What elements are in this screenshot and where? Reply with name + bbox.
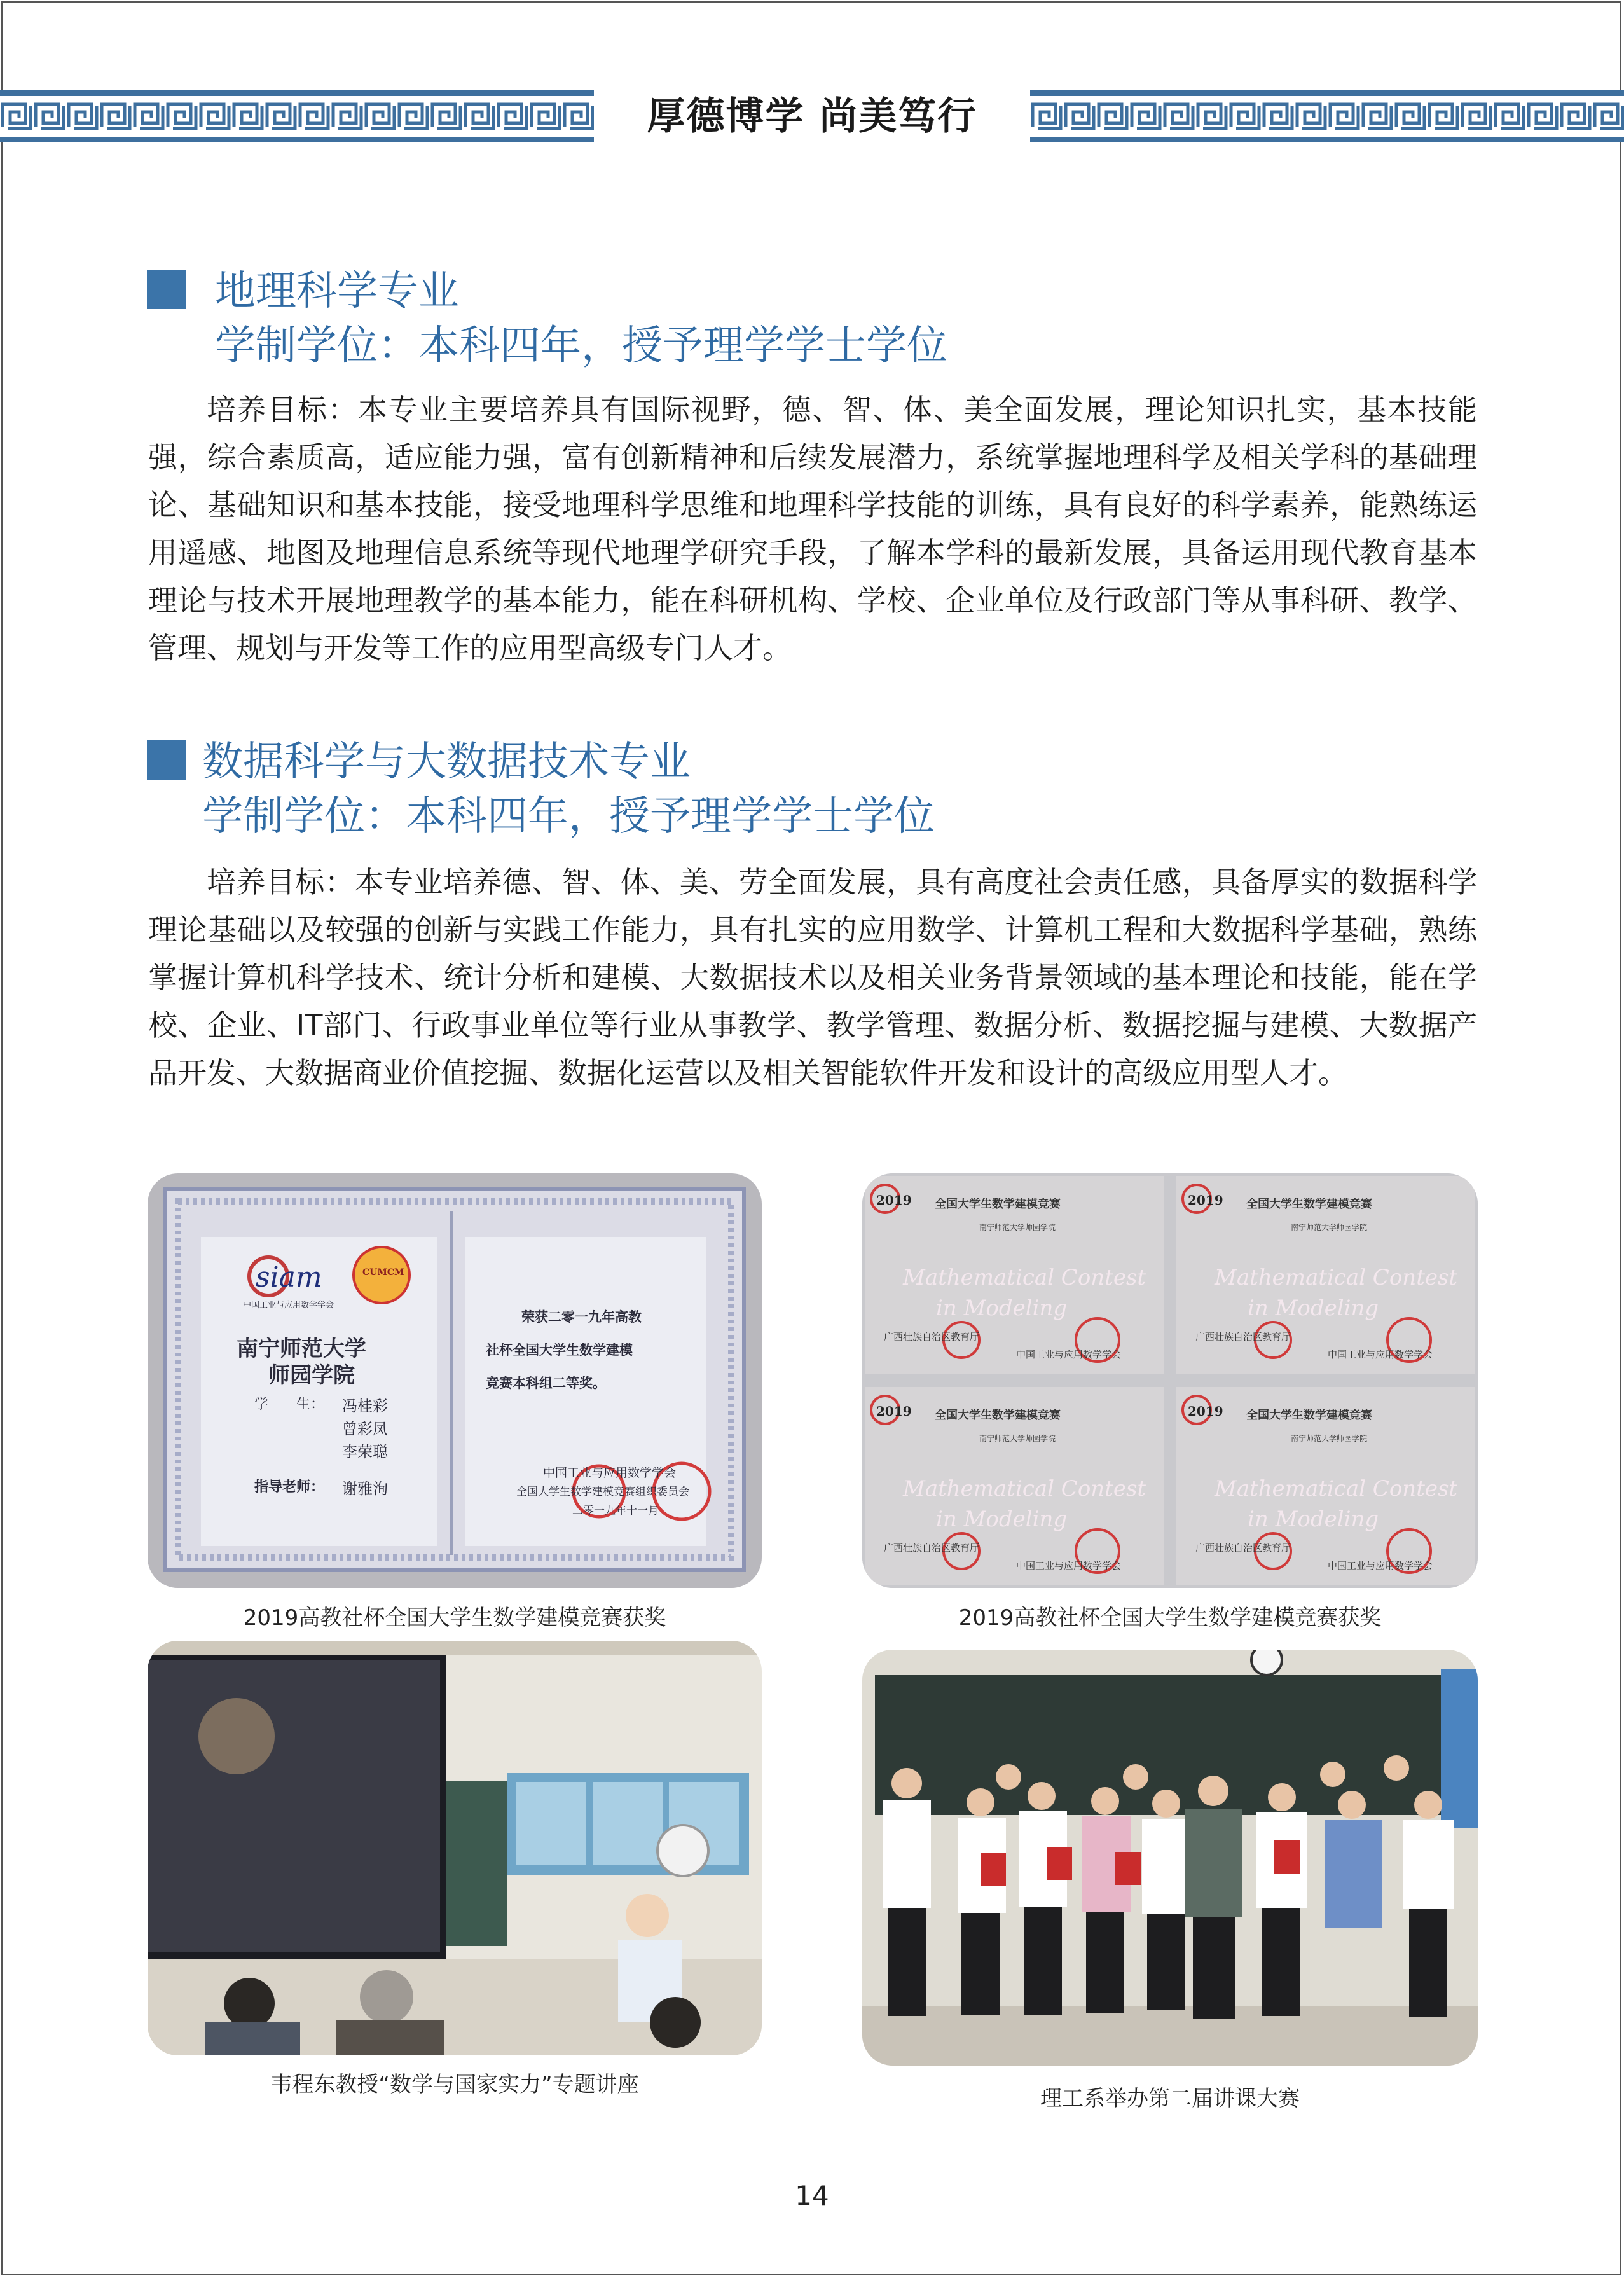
mini-cert-issuer: 中国工业与应用数学学会 — [1016, 1560, 1122, 1571]
certificate-student-label: 学 生： — [254, 1397, 325, 1412]
mini-cert-issuer: 广西壮族自治区教育厅 — [884, 1542, 980, 1554]
mini-cert-school: 南宁师范大学师园学院 — [1291, 1223, 1368, 1232]
siam-logo-subtext: 中国工业与应用数学学会 — [243, 1301, 334, 1310]
certificate-advisor-label: 指导老师： — [254, 1479, 325, 1495]
mini-cert-4 — [1176, 1387, 1475, 1585]
caption-lecture: 韦程东教授“数学与国家实力”专题讲座 — [270, 2072, 639, 2097]
certificate-student-2: 曾彩凤 — [342, 1420, 388, 1438]
mini-cert-title: 全国大学生数学建模竞赛 — [1246, 1409, 1372, 1422]
mini-cert-watermark: Mathematical Contest — [903, 1265, 1146, 1290]
mini-cert-watermark: in Modeling — [1248, 1507, 1379, 1532]
certificate-award-line-2: 社杯全国大学生数学建模 — [486, 1342, 633, 1358]
caption-teaching-competition: 理工系举办第二届讲课大赛 — [1040, 2086, 1300, 2111]
mini-cert-watermark: in Modeling — [936, 1295, 1068, 1321]
page-number: 14 — [795, 2180, 829, 2211]
certificate-school: 南宁师范大学 — [237, 1336, 366, 1362]
mini-cert-issuer: 中国工业与应用数学学会 — [1328, 1349, 1433, 1360]
mini-cert-watermark: in Modeling — [936, 1507, 1068, 1532]
section-degree-geography: 学制学位：本科四年，授予理学学士学位 — [215, 322, 947, 369]
certificate-issuer-1: 中国工业与应用数学学会 — [543, 1466, 677, 1480]
section-heading-data-science: 数据科学与大数据技术专业 — [202, 738, 691, 785]
section-degree-data-science: 学制学位：本科四年，授予理学学士学位 — [202, 793, 935, 840]
section-marker-geography — [147, 270, 186, 309]
mini-cert-year: 2019 — [876, 1192, 912, 1208]
mini-cert-school: 南宁师范大学师园学院 — [979, 1434, 1056, 1443]
certificate-advisor: 谢雅洵 — [342, 1480, 388, 1498]
mini-cert-school: 南宁师范大学师园学院 — [1291, 1434, 1368, 1443]
mini-cert-watermark: Mathematical Contest — [1215, 1265, 1458, 1290]
certificate-award-line-3: 竞赛本科组二等奖。 — [486, 1375, 606, 1391]
mini-cert-watermark: in Modeling — [1248, 1295, 1379, 1321]
mini-cert-issuer: 广西壮族自治区教育厅 — [1195, 1542, 1291, 1554]
mini-cert-watermark: Mathematical Contest — [903, 1476, 1146, 1501]
caption-award-certificates-grid: 2019高教社杯全国大学生数学建模竞赛获奖 — [958, 1605, 1382, 1631]
certificate-student-1: 冯桂彩 — [342, 1397, 388, 1415]
section-heading-geography: 地理科学专业 — [215, 268, 459, 315]
mini-cert-title: 全国大学生数学建模竞赛 — [1246, 1198, 1372, 1211]
section-marker-data-science — [147, 740, 186, 780]
certificate-issuer-date: 二零一九年十一月 — [572, 1505, 659, 1517]
certificate-student-3: 李荣聪 — [342, 1443, 388, 1461]
header-motto: 厚德博学 尚美笃行 — [647, 94, 977, 139]
mini-cert-year: 2019 — [876, 1404, 912, 1419]
section-body-geography: 培养目标：本专业主要培养具有国际视野，德、智、体、美全面发展，理论知识扎实，基本技能强，综合素质高，适应能力强，富有创新精神和后续发展潜力，系统掌握地理科学及相关学科的基础理论、基础知识和基本技能，接受地理科学思维和地理科学技能的训练，具有良好的科学素养，能熟练运用遥感、地图及地理信息系统等现代地理学研究手段，了解本学科的最新发展，具备运用现代教育基本理论与技术开展地理教学的基本能力，能在科研机构、学校、企业单位及行政部门等从事科研、教学、管理、规划与开发等工作的应用型高级专门人才。 — [148, 392, 1477, 665]
mini-cert-issuer: 中国工业与应用数学学会 — [1016, 1349, 1122, 1360]
mini-cert-year: 2019 — [1188, 1404, 1223, 1419]
certificate-college: 师园学院 — [268, 1363, 355, 1388]
section-body-data-science: 培养目标：本专业培养德、智、体、美、劳全面发展，具有高度社会责任感，具备厚实的数据科学理论基础以及较强的创新与实践工作能力，具有扎实的应用数学、计算机工程和大数据科学基础，熟练掌握计算机科学技术、统计分析和建模、大数据技术以及相关业务背景领域的基本理论和技能，能在学校、企业、IT部门、行政事业单位等行业从事教学、教学管理、数据分析、数据挖掘与建模、大数据产品开发、大数据商业价值挖掘、数据化运营以及相关智能软件开发和设计的高级应用型人才。 — [148, 865, 1477, 1090]
header-pattern-left — [0, 90, 594, 142]
mini-cert-3 — [865, 1387, 1164, 1585]
mini-cert-issuer: 广西壮族自治区教育厅 — [1195, 1331, 1291, 1343]
header-pattern-right — [1030, 90, 1624, 142]
caption-award-certificate: 2019高教社杯全国大学生数学建模竞赛获奖 — [243, 1605, 666, 1631]
mini-cert-watermark: Mathematical Contest — [1215, 1476, 1458, 1501]
certificate-text-layer — [148, 1173, 762, 1588]
mini-cert-title: 全国大学生数学建模竞赛 — [935, 1409, 1061, 1422]
mini-cert-1 — [865, 1176, 1164, 1374]
mini-cert-title: 全国大学生数学建模竞赛 — [935, 1198, 1061, 1211]
mini-cert-2 — [1176, 1176, 1475, 1374]
mini-cert-school: 南宁师范大学师园学院 — [979, 1223, 1056, 1232]
siam-logo-text: siam — [256, 1261, 322, 1294]
photo-lecture — [148, 1641, 762, 2055]
certificate-issuer-2: 全国大学生数学建模竞赛组织委员会 — [516, 1486, 689, 1498]
cumcm-logo-text: CUMCM — [362, 1267, 404, 1278]
mini-cert-issuer: 广西壮族自治区教育厅 — [884, 1331, 980, 1343]
mini-certs-text-layer — [862, 1173, 1478, 1588]
mini-cert-issuer: 中国工业与应用数学学会 — [1328, 1560, 1433, 1571]
photo-teaching-competition — [862, 1650, 1478, 2066]
certificate-award-line-1: 荣获二零一九年高教 — [521, 1309, 642, 1325]
mini-cert-year: 2019 — [1188, 1192, 1223, 1208]
